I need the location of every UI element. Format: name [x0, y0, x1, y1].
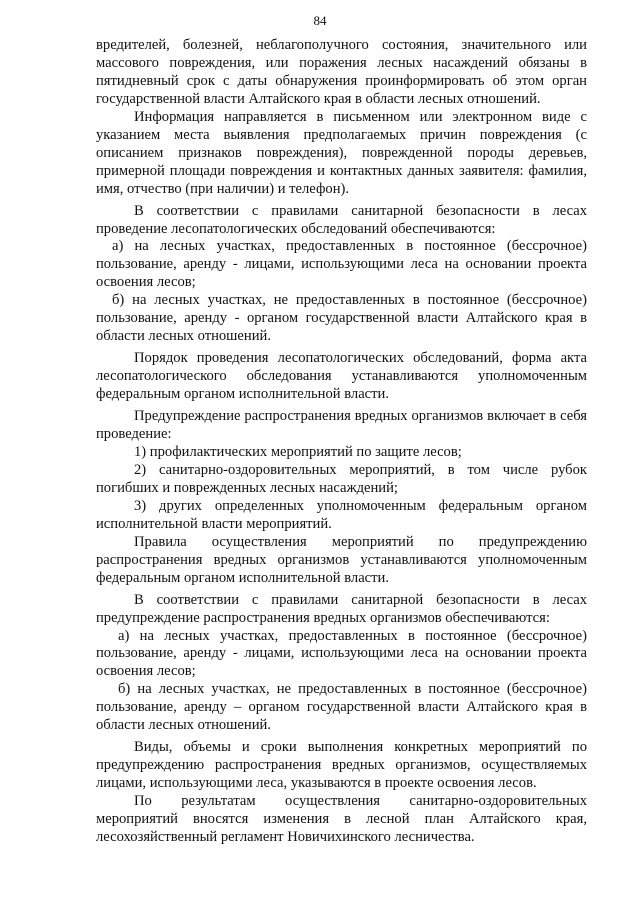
- paragraph-measures-scope: Виды, объемы и сроки выполнения конкретных мероприятий по предупреждению распространения вредных организмов, осуществляемых лицами, использующими леса, указываются в проекте освоения лесов.: [96, 739, 587, 792]
- paragraph-information-submission: Информация направляется в письменном или электронном виде с указанием места выявления предполагаемых причин повреждения (с описанием признаков повреждения), поврежденной породы деревьев, примерной площади повреждения и контактных данных заявителя: фамилия, имя, отчество (при наличии) и телефон).: [96, 108, 587, 197]
- document-body: [96, 37, 587, 847]
- list-item-prevention-1: 1) профилактических мероприятий по защите лесов;: [134, 443, 462, 460]
- paragraph-prevention-provision-intro: В соответствии с правилами санитарной безопасности в лесах предупреждение распространения вредных организмов обеспечиваются:: [96, 591, 587, 626]
- paragraph-pest-reporting-deadline: вредителей, болезней, неблагополучного состояния, значительного или массового повреждения, или поражения лесных насаждений обязаны в пятидневный срок с даты обнаружения проинформировать об этом орган государственной власти Алтайского края в области лесных отношений.: [96, 37, 587, 107]
- list-item-survey-a: а) на лесных участках, предоставленных в постоянное (бессрочное) пользование, аренду - лицами, использующими леса на основании проекта освоения лесов;: [96, 238, 587, 291]
- list-item-prevention-a: а) на лесных участках, предоставленных в постоянное (бессрочное) пользование, аренду - лицами, использующими леса на основании проекта освоения лесов;: [96, 627, 587, 680]
- list-item-prevention-3: 3) других определенных уполномоченным федеральным органом исполнительной власти мероприятий.: [96, 497, 587, 532]
- list-item-prevention-2: 2) санитарно-оздоровительных мероприятий, в том числе рубок погибших и поврежденных лесных насаждений;: [96, 461, 587, 496]
- paragraph-prevention-includes: Предупреждение распространения вредных организмов включает в себя проведение:: [96, 408, 587, 443]
- list-item-prevention-b: б) на лесных участках, не предоставленных в постоянное (бессрочное) пользование, аренду – органом государственной власти Алтайского края в области лесных отношений.: [96, 681, 587, 734]
- page-number: 84: [313, 13, 327, 28]
- paragraph-survey-provision-intro: В соответствии с правилами санитарной безопасности в лесах проведение лесопатологических обследований обеспечиваются:: [96, 202, 587, 237]
- list-item-survey-b: б) на лесных участках, не предоставленных в постоянное (бессрочное) пользование, аренду - органом государственной власти Алтайского края в области лесных отношений.: [96, 292, 587, 345]
- paragraph-prevention-rules: Правила осуществления мероприятий по предупреждению распространения вредных организмов устанавливаются уполномоченным федеральным органом исполнительной власти.: [96, 533, 587, 586]
- paragraph-survey-procedure: Порядок проведения лесопатологических обследований, форма акта лесопатологического обследования устанавливаются уполномоченным федеральным органом исполнительной власти.: [96, 350, 587, 403]
- paragraph-forest-plan-changes: По результатам осуществления санитарно-оздоровительных мероприятий вносятся изменения в лесной план Алтайского края, лесохозяйственный регламент Новичихинского лесничества.: [96, 793, 587, 845]
